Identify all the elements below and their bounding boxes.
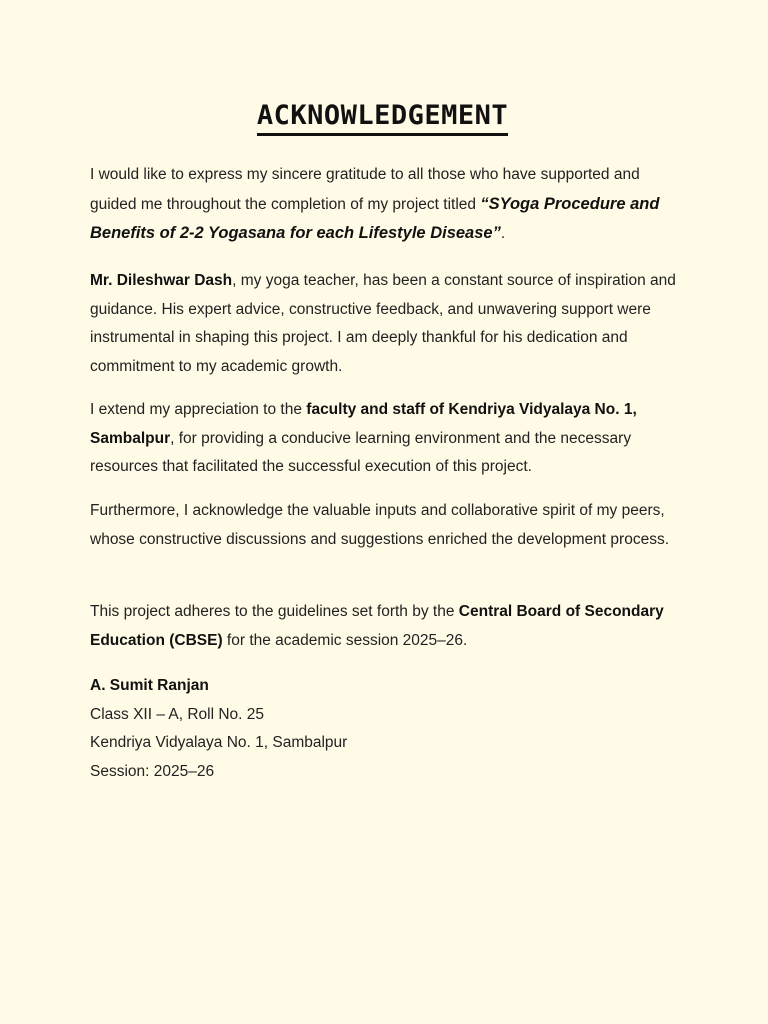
- p3-intro: I extend my appreciation to the: [90, 401, 307, 418]
- paragraph-school: [90, 396, 680, 482]
- student-name: A. Sumit Ranjan: [90, 677, 209, 694]
- p1-intro: I would like to express my sincere gratitude to all those who have supported and guided me throughout the completion of my project titled: [90, 166, 640, 213]
- p2-text: , my yoga teacher, has been a constant source of inspiration and guidance. His expert advice, constructive feedback, and unwavering support were instrumental in shaping this project. I am deeply thankful for his dedication and commitment to my academic growth.: [90, 272, 676, 376]
- title-text: ACKNOWLEDGEMENT: [257, 100, 508, 136]
- paragraph-teacher: [90, 267, 680, 382]
- board-name: Central Board of Secondary Education (CBSE): [90, 603, 664, 649]
- paragraph-cbse: [90, 598, 680, 655]
- project-title: “SYoga Procedure and Benefits of 2-2 Yogasana for each Lifestyle Disease”: [90, 194, 660, 243]
- p5-text: for the academic session 2025–26.: [222, 631, 468, 649]
- p1-end: .: [500, 225, 506, 243]
- p5-intro: This project adheres to the guidelines set forth by the: [90, 603, 459, 620]
- student-class-roll: Class XII – A, Roll No. 25: [90, 705, 265, 723]
- student-session: Session: 2025–26: [90, 763, 215, 781]
- paragraph-gratitude: [90, 161, 680, 249]
- p3-text: , for providing a conducive learning environment and the necessary resources that facilitated the successful execution of this project.: [90, 429, 632, 476]
- page-title: [90, 100, 675, 136]
- paragraph-peers: [90, 497, 680, 554]
- p4-text: Furthermore, I acknowledge the valuable inputs and collaborative spirit of my peers, whose constructive discussions and suggestions enriched the development process.: [90, 502, 669, 548]
- student-school: Kendriya Vidyalaya No. 1, Sambalpur: [90, 734, 348, 752]
- signature-block: [90, 672, 680, 787]
- teacher-name: Mr. Dileshwar Dash: [90, 272, 233, 289]
- institution-name: faculty and staff of Kendriya Vidyalaya No. 1, Sambalpur: [90, 401, 637, 447]
